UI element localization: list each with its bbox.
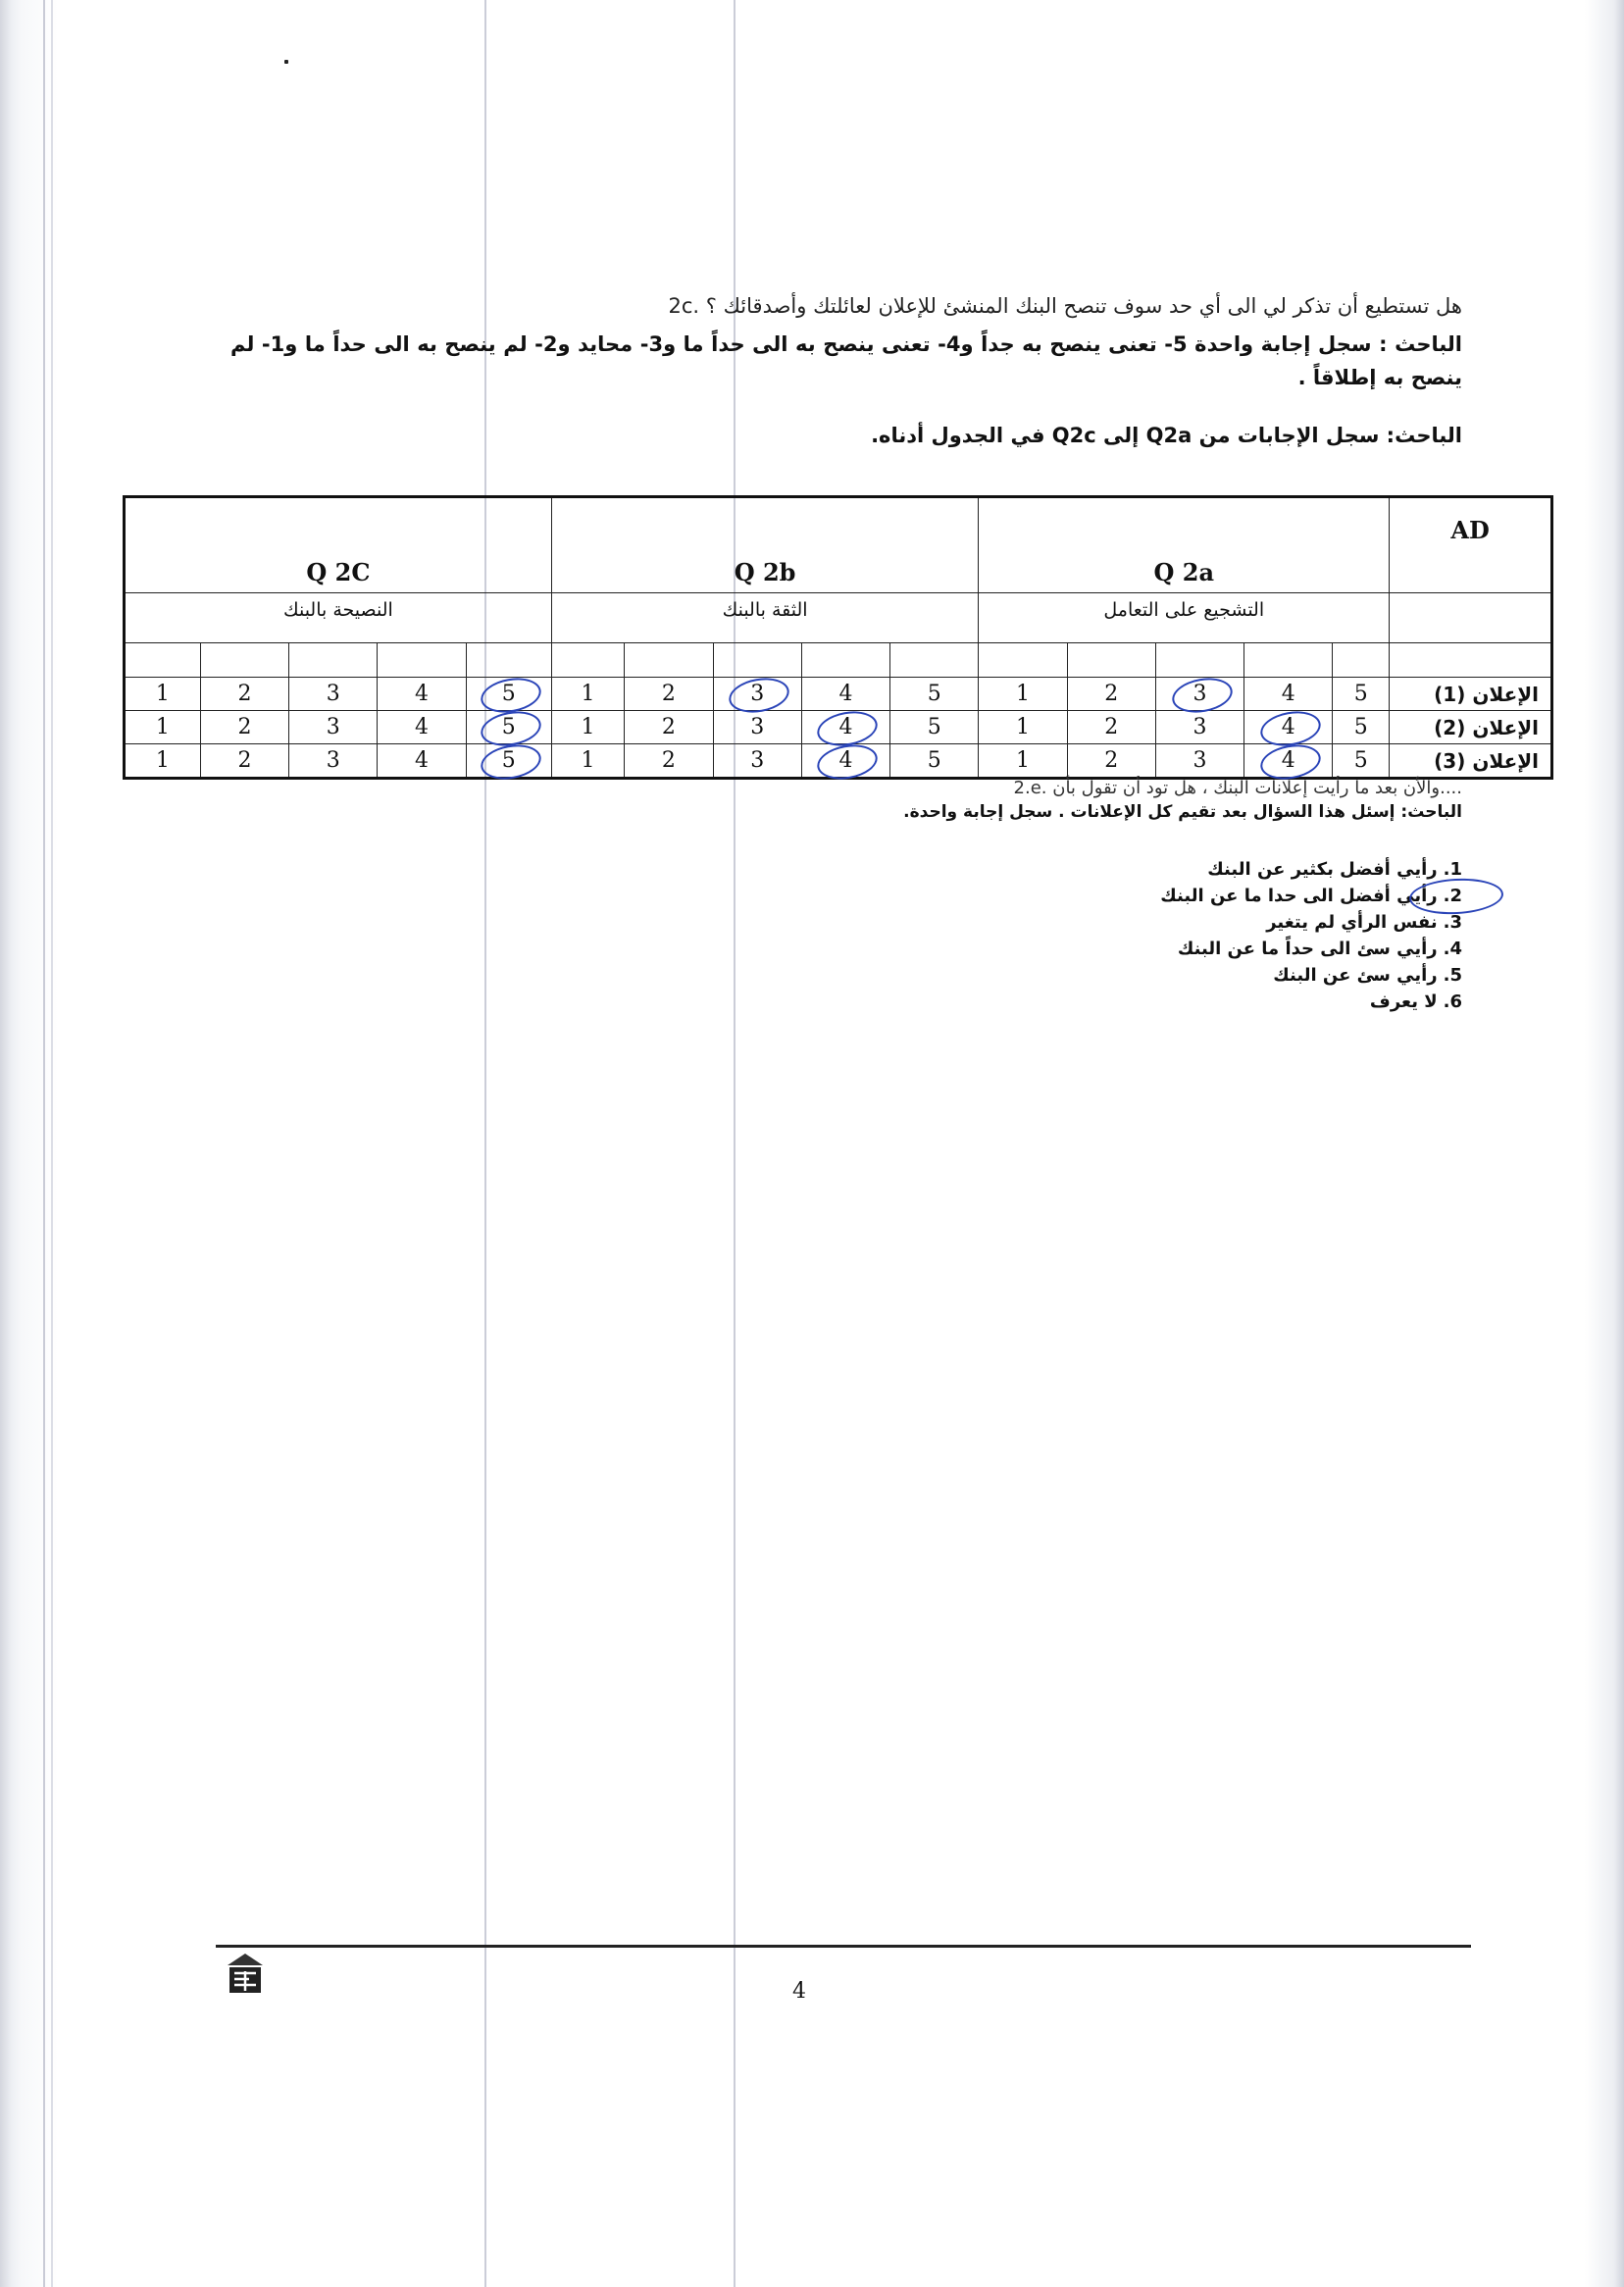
rating-value: 4 bbox=[1282, 748, 1295, 773]
company-logo-icon bbox=[226, 1952, 265, 1995]
rating-value: 3 bbox=[750, 748, 765, 773]
rating-value: 4 bbox=[838, 748, 852, 773]
option-text: رأيي سئ الى حداً ما عن البنك bbox=[1177, 939, 1438, 959]
rating-cell[interactable] bbox=[200, 711, 288, 744]
ad-row-label: الإعلان (3) bbox=[1390, 744, 1552, 779]
blank-cell bbox=[1244, 643, 1333, 678]
rating-cell[interactable] bbox=[979, 678, 1067, 711]
rating-value: 2 bbox=[661, 715, 676, 739]
rating-cell[interactable] bbox=[1333, 744, 1390, 779]
rating-cell[interactable] bbox=[1155, 744, 1243, 779]
rating-cell[interactable] bbox=[125, 711, 201, 744]
rating-value: 5 bbox=[927, 748, 941, 773]
rating-value: 5 bbox=[1353, 682, 1368, 706]
rating-cell[interactable] bbox=[890, 711, 979, 744]
group-header-q2c: Q 2C bbox=[125, 497, 552, 593]
list-item[interactable] bbox=[1160, 936, 1462, 962]
group-label-q2a: التشجيع على التعامل bbox=[979, 593, 1390, 643]
rating-value: 1 bbox=[581, 715, 595, 739]
handwritten-circle-mark bbox=[478, 739, 543, 783]
group-label-q2c: النصيحة بالبنك bbox=[125, 593, 552, 643]
blank-cell bbox=[1390, 643, 1552, 678]
rating-cell[interactable] bbox=[625, 711, 713, 744]
page-number: 4 bbox=[792, 1979, 806, 2004]
rating-value: 1 bbox=[155, 715, 170, 739]
list-item[interactable] bbox=[1160, 883, 1462, 909]
rating-value: 5 bbox=[927, 682, 941, 706]
rating-value: 3 bbox=[750, 682, 764, 706]
rating-value: 2 bbox=[1104, 748, 1119, 773]
rating-value: 1 bbox=[1016, 748, 1030, 773]
rating-value: 3 bbox=[326, 748, 340, 773]
rating-cell[interactable] bbox=[713, 678, 801, 711]
rating-cell[interactable] bbox=[466, 678, 551, 711]
option-text: نفس الرأي لم يتغير bbox=[1266, 912, 1438, 933]
option-text: رأيي سئ عن البنك bbox=[1273, 965, 1438, 986]
rating-cell[interactable] bbox=[1333, 711, 1390, 744]
blank-cell bbox=[1155, 643, 1243, 678]
ratings-table bbox=[123, 495, 1553, 780]
rating-cell[interactable] bbox=[801, 711, 889, 744]
rating-cell[interactable] bbox=[1067, 678, 1155, 711]
option-number: 4. bbox=[1443, 939, 1462, 959]
record-instruction: الباحث: سجل الإجابات من Q2a إلى Q2c في الجدول أدناه. bbox=[871, 424, 1462, 447]
blank-cell bbox=[1333, 643, 1390, 678]
option-number: 6. bbox=[1443, 991, 1462, 1012]
rating-cell[interactable] bbox=[1244, 744, 1333, 779]
answer-options bbox=[1160, 856, 1462, 1015]
scan-edge-line bbox=[43, 0, 45, 2287]
rating-cell[interactable] bbox=[890, 744, 979, 779]
rating-cell[interactable] bbox=[1067, 744, 1155, 779]
rating-value: 2 bbox=[237, 715, 252, 739]
rating-cell[interactable] bbox=[713, 711, 801, 744]
list-item[interactable] bbox=[1160, 989, 1462, 1015]
rating-cell[interactable] bbox=[378, 678, 466, 711]
question-2e-title: 2.e. والأن بعد ما رأيت إعلانات البنك ، هل تود أن تقول بأن.... bbox=[1013, 778, 1462, 798]
rating-cell[interactable] bbox=[1244, 678, 1333, 711]
blank-cell bbox=[125, 643, 201, 678]
footer-rule bbox=[216, 1945, 1471, 1948]
question-2e-instruction: الباحث: إسئل هذا السؤال بعد تقيم كل الإعلانات . سجل إجابة واحدة. bbox=[903, 802, 1462, 822]
rating-cell[interactable] bbox=[289, 744, 378, 779]
rating-cell[interactable] bbox=[890, 678, 979, 711]
option-text: رأيي أفضل الى حدا ما عن البنك bbox=[1160, 886, 1438, 906]
rating-value: 1 bbox=[581, 682, 595, 706]
rating-value: 4 bbox=[838, 715, 852, 739]
rating-value: 1 bbox=[581, 748, 595, 773]
rating-cell[interactable] bbox=[1244, 711, 1333, 744]
question-2c-instruction: الباحث : سجل إجابة واحدة 5- تعنى ينصح به جداً و4- تعنى ينصح به الى حداً ما و3- محايد و2- لم ينصح به الى حداً ما و1- لم ينصح به إطلاقاً . bbox=[230, 332, 1462, 389]
scan-shadow-left bbox=[0, 0, 59, 2287]
option-text: رأيي أفضل بكثير عن البنك bbox=[1207, 859, 1438, 880]
rating-cell[interactable] bbox=[551, 711, 625, 744]
group-header-q2a: Q 2a bbox=[979, 497, 1390, 593]
rating-value: 2 bbox=[237, 748, 252, 773]
rating-cell[interactable] bbox=[551, 678, 625, 711]
rating-value: 4 bbox=[1281, 682, 1295, 706]
list-item[interactable] bbox=[1160, 909, 1462, 936]
question-2c-title: 2c. هل تستطيع أن تذكر لي الى أي حد سوف تنصح البنك المنشئ للإعلان لعائلتك وأصدقائك ؟ bbox=[668, 294, 1462, 318]
handwritten-circle-mark bbox=[1257, 739, 1323, 783]
rating-cell[interactable] bbox=[1067, 711, 1155, 744]
rating-cell[interactable] bbox=[200, 744, 288, 779]
option-number: 1. bbox=[1443, 859, 1462, 880]
rating-value: 4 bbox=[415, 682, 430, 706]
rating-value: 1 bbox=[155, 682, 170, 706]
blank-cell bbox=[979, 643, 1067, 678]
rating-value: 4 bbox=[838, 682, 853, 706]
rating-value: 4 bbox=[1282, 715, 1295, 739]
rating-value: 5 bbox=[1353, 748, 1368, 773]
rating-value: 3 bbox=[326, 715, 340, 739]
scan-shadow-right bbox=[1585, 0, 1624, 2287]
option-number: 3. bbox=[1443, 912, 1462, 933]
rating-value: 2 bbox=[1104, 682, 1119, 706]
blank-cell bbox=[625, 643, 713, 678]
rating-cell[interactable] bbox=[125, 744, 201, 779]
group-header-q2b: Q 2b bbox=[551, 497, 979, 593]
blank-cell bbox=[378, 643, 466, 678]
rating-value: 1 bbox=[1016, 715, 1030, 739]
rating-cell[interactable] bbox=[625, 744, 713, 779]
rating-cell[interactable] bbox=[289, 678, 378, 711]
blank-cell bbox=[289, 643, 378, 678]
rating-cell[interactable] bbox=[801, 678, 889, 711]
rating-cell[interactable] bbox=[289, 711, 378, 744]
rating-cell[interactable] bbox=[979, 711, 1067, 744]
rating-cell[interactable] bbox=[1333, 678, 1390, 711]
rating-cell[interactable] bbox=[378, 744, 466, 779]
ad-subheader-empty bbox=[1390, 593, 1552, 643]
rating-cell[interactable] bbox=[625, 678, 713, 711]
rating-value: 3 bbox=[1193, 715, 1207, 739]
rating-value: 2 bbox=[1104, 715, 1119, 739]
blank-cell bbox=[551, 643, 625, 678]
blank-cell bbox=[890, 643, 979, 678]
rating-cell[interactable] bbox=[1155, 678, 1243, 711]
rating-cell[interactable] bbox=[378, 711, 466, 744]
rating-cell[interactable] bbox=[466, 711, 551, 744]
rating-cell[interactable] bbox=[801, 744, 889, 779]
rating-value: 5 bbox=[502, 682, 516, 706]
rating-value: 3 bbox=[326, 682, 340, 706]
ad-header: AD bbox=[1390, 497, 1552, 593]
blank-cell bbox=[1067, 643, 1155, 678]
scan-edge-line bbox=[51, 0, 53, 2287]
rating-value: 5 bbox=[1353, 715, 1368, 739]
rating-value: 2 bbox=[661, 682, 676, 706]
rating-value: 2 bbox=[661, 748, 676, 773]
rating-value: 4 bbox=[415, 748, 430, 773]
rating-value: 5 bbox=[502, 715, 516, 739]
option-number: 5. bbox=[1443, 965, 1462, 986]
blank-cell bbox=[801, 643, 889, 678]
rating-value: 5 bbox=[502, 748, 516, 773]
option-text: لا يعرف bbox=[1369, 991, 1438, 1012]
table-row bbox=[125, 744, 1552, 779]
table-row bbox=[125, 711, 1552, 744]
rating-value: 1 bbox=[1016, 682, 1030, 706]
scan-speck bbox=[284, 60, 288, 64]
list-item[interactable] bbox=[1160, 856, 1462, 883]
rating-cell[interactable] bbox=[551, 744, 625, 779]
ad-row-label: الإعلان (1) bbox=[1390, 678, 1552, 711]
rating-value: 3 bbox=[1193, 748, 1207, 773]
rating-value: 1 bbox=[155, 748, 170, 773]
list-item[interactable] bbox=[1160, 962, 1462, 989]
rating-cell[interactable] bbox=[979, 744, 1067, 779]
handwritten-circle-mark bbox=[815, 739, 881, 783]
rating-cell[interactable] bbox=[200, 678, 288, 711]
blank-cell bbox=[713, 643, 801, 678]
group-label-q2b: الثقة بالبنك bbox=[551, 593, 979, 643]
table-row bbox=[125, 678, 1552, 711]
rating-cell[interactable] bbox=[1155, 711, 1243, 744]
rating-value: 3 bbox=[750, 715, 765, 739]
rating-value: 5 bbox=[927, 715, 941, 739]
rating-value: 3 bbox=[1193, 682, 1207, 706]
blank-cell bbox=[200, 643, 288, 678]
rating-cell[interactable] bbox=[125, 678, 201, 711]
rating-cell[interactable] bbox=[713, 744, 801, 779]
blank-cell bbox=[466, 643, 551, 678]
ad-row-label: الإعلان (2) bbox=[1390, 711, 1552, 744]
rating-value: 2 bbox=[237, 682, 252, 706]
option-number: 2. bbox=[1443, 886, 1462, 906]
rating-value: 4 bbox=[415, 715, 430, 739]
rating-cell[interactable] bbox=[466, 744, 551, 779]
